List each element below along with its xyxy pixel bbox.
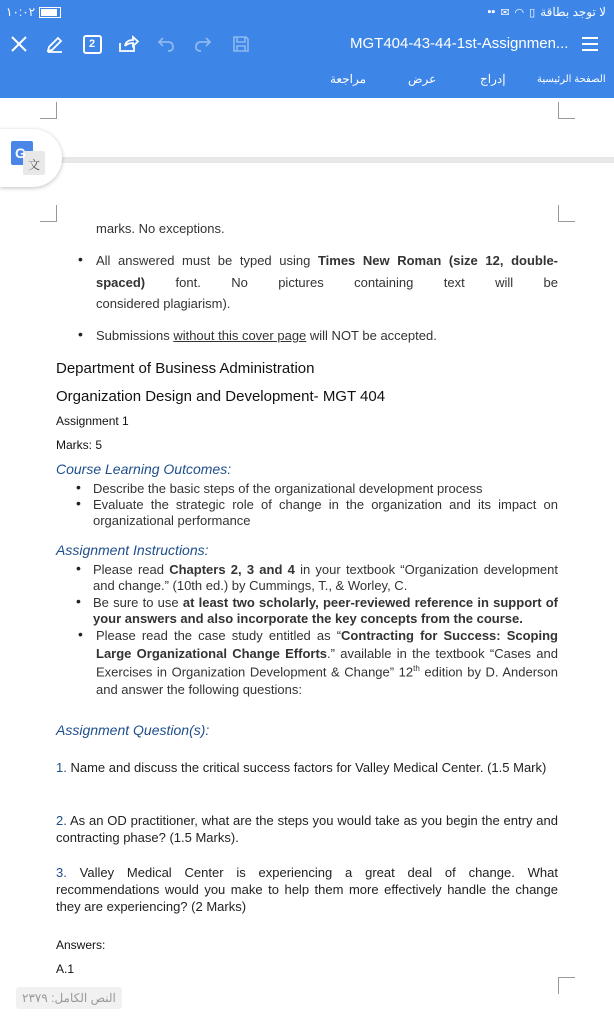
- question-text: Valley Medical Center is experiencing a great deal of change. What recommendations would you make to help them more effectively handle the change they are experiencing? (2 Marks): [56, 865, 558, 914]
- question-item: [56, 759, 558, 776]
- instruction-text: .” available in the textbook “Cases and: [327, 646, 558, 661]
- instruction-2-line2: [93, 611, 523, 626]
- page-separator: [60, 157, 614, 163]
- instruction-3-line1: [96, 628, 558, 643]
- note-typed-line1: [96, 253, 558, 268]
- redo-icon[interactable]: [191, 32, 215, 56]
- department-heading: Department of Business Administration: [56, 360, 315, 377]
- status-bar: [0, 0, 614, 24]
- outcome-item-cont: organizational performance: [93, 513, 251, 528]
- note-typed-line2: [96, 275, 558, 290]
- instruction-text: in your textbook “Organization development: [294, 562, 559, 577]
- save-icon[interactable]: [229, 32, 253, 56]
- submission-pre: Submissions: [96, 328, 174, 343]
- answers-label: Answers:: [56, 938, 106, 952]
- share-icon[interactable]: [116, 32, 140, 56]
- question-number: 1.: [56, 760, 67, 775]
- instruction-3-line3: [96, 664, 558, 679]
- marks-label: Marks: 5: [56, 438, 103, 452]
- svg-text:文: 文: [28, 158, 41, 172]
- instruction-3-line2: [96, 646, 558, 661]
- instruction-text: Please read the case study entitled as “: [96, 628, 342, 643]
- top-toolbar: [0, 24, 614, 64]
- instruction-1-line2: and change.” (10th ed.) by Cummings, T., & Worley, C.: [93, 578, 408, 593]
- tab-insert[interactable]: إدراج: [480, 72, 506, 86]
- note-typed-rest: font. No pictures containing text will be: [145, 275, 558, 290]
- instruction-bold: Chapters 2, 3 and 4: [169, 562, 295, 577]
- status-time: ١٠:٠٢: [6, 5, 36, 19]
- page-corner-marker: [40, 205, 57, 222]
- question-item: [56, 864, 558, 915]
- questions-heading: Assignment Question(s):: [56, 722, 210, 738]
- note-typed-bold: Times New Roman (size 12, double-: [317, 253, 559, 268]
- outcomes-heading: Course Learning Outcomes:: [56, 461, 232, 477]
- instruction-text: Please read: [93, 562, 170, 577]
- instruction-text: edition by D. Anderson: [419, 664, 558, 680]
- close-icon[interactable]: [7, 32, 31, 56]
- question-text: As an OD practitioner, what are the steps you would take as you begin the entry and contracting phase? (1.5 Marks).: [56, 813, 558, 845]
- google-translate-icon: [11, 141, 45, 175]
- instruction-bold: Large Organizational Change Efforts: [96, 646, 328, 661]
- superscript: th: [413, 664, 420, 673]
- intro-fragment: marks. No exceptions.: [96, 221, 225, 236]
- status-right: [488, 5, 606, 19]
- tab-view[interactable]: عرض: [408, 72, 437, 86]
- bullet-dot: •: [76, 560, 81, 576]
- question-number: 3.: [56, 865, 67, 880]
- instruction-3-line4: and answer the following questions:: [96, 682, 302, 697]
- note-typed-line3: considered plagiarism).: [96, 296, 231, 311]
- outcome-item: Evaluate the strategic role of change in the organization and its impact on: [93, 497, 558, 512]
- edit-pen-icon[interactable]: [43, 32, 67, 56]
- question-text: Name and discuss the critical success factors for Valley Medical Center. (1.5 Mark): [66, 760, 547, 775]
- bullet-dot: •: [76, 593, 81, 609]
- instruction-text: Exercises in Organization Development & Change” 12: [96, 664, 414, 680]
- question-number: 2.: [56, 813, 67, 828]
- menu-icon[interactable]: [578, 32, 602, 56]
- submission-post: will NOT be accepted.: [306, 328, 437, 343]
- outcome-item: Describe the basic steps of the organizational development process: [93, 481, 483, 496]
- bullet-dot: •: [78, 626, 83, 642]
- course-heading: Organization Design and Development- MGT 404: [56, 388, 386, 405]
- word-count-badge: النص الكامل: ٢٣٧٩: [16, 987, 122, 1009]
- undo-icon[interactable]: [154, 32, 178, 56]
- tab-count: 2: [83, 35, 102, 54]
- notification-icon: ✉: [500, 6, 510, 19]
- page-corner-marker: [558, 102, 575, 119]
- ribbon-tabs: [0, 64, 614, 98]
- instruction-text: Be sure to use: [93, 595, 183, 610]
- answer-first: A.1: [56, 962, 75, 976]
- instruction-1-line1: [93, 562, 558, 577]
- instructions-heading: Assignment Instructions:: [56, 542, 209, 558]
- submission-underlined: without this cover page: [173, 328, 307, 343]
- tabs-button[interactable]: [80, 32, 104, 56]
- page-corner-marker: [558, 977, 575, 994]
- svg-text:G: G: [15, 145, 26, 161]
- sim-icon: ▯: [529, 6, 536, 19]
- page-corner-marker: [558, 205, 575, 222]
- note-typed-pre: All answered must be typed using: [96, 253, 318, 268]
- question-item: [56, 812, 558, 846]
- wifi-icon: ◠: [514, 6, 525, 19]
- battery-icon: [39, 7, 61, 18]
- instruction-bold: at least two scholarly, peer-reviewed reference in support of: [182, 595, 558, 610]
- tab-home[interactable]: الصفحة الرئيسية: [537, 74, 606, 85]
- bullet-dot: •: [78, 326, 83, 342]
- carrier-label: لا توجد بطاقة: [540, 5, 606, 19]
- instruction-bold: your answers and also incorporate the key concepts from the course.: [93, 611, 523, 626]
- document-title[interactable]: MGT404-43-44-1st-Assignmen...: [350, 35, 569, 52]
- more-notifications-icon: ▪▪: [487, 6, 496, 18]
- note-submission: [96, 328, 437, 343]
- instruction-bold: Contracting for Success: Scoping: [341, 628, 558, 643]
- status-left: [6, 5, 61, 19]
- instruction-2-line1: [93, 595, 558, 610]
- note-typed-bold-2: spaced): [96, 275, 146, 290]
- bullet-dot: •: [76, 479, 81, 495]
- tab-review[interactable]: مراجعة: [330, 72, 367, 86]
- bullet-dot: •: [76, 495, 81, 511]
- translate-button[interactable]: [0, 129, 62, 187]
- bullet-dot: •: [78, 251, 83, 267]
- page-corner-marker: [40, 102, 57, 119]
- assignment-label: Assignment 1: [56, 414, 129, 428]
